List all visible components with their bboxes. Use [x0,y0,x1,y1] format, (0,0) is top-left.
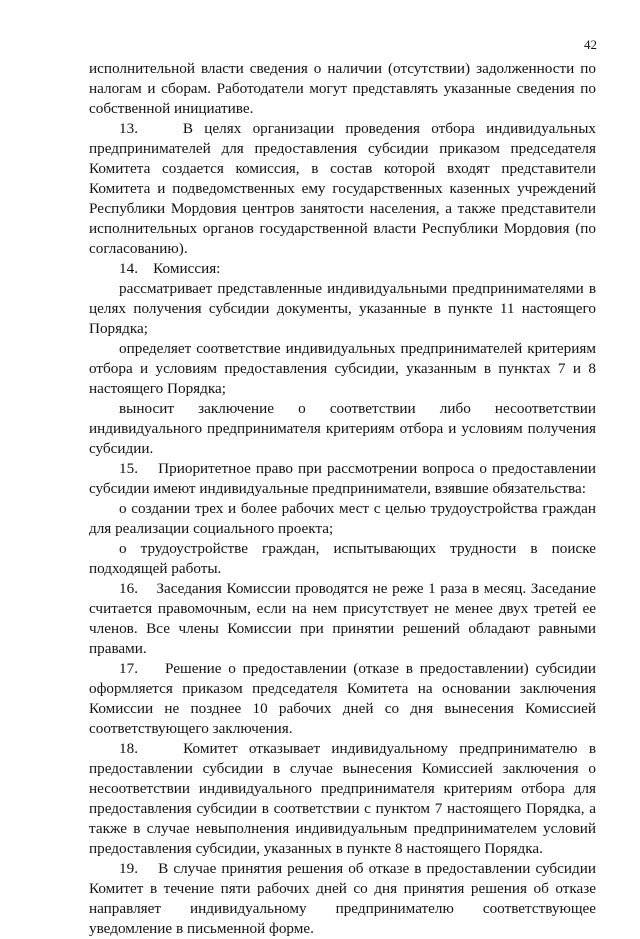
paragraph-14-item-2: определяет соответствие индивидуальных предпринимателей критериям отбора и условиям предоставления субсидии, указанным в пунктах 7 и 8 настоящего Порядка; [89,340,596,397]
paragraph-13: 13. В целях организации проведения отбора индивидуальных предпринимателей для предоставления субсидии приказом председателя Комитета создается комиссия, в состав которой входят представители Комитета и подведомственных ему государственных казенных учреждений Республики Мордовия центров занятости населения, а также представители исполнительных органов государственной власти Республики Мордовия (по согласованию). [89,120,596,257]
paragraph-14: 14. Комиссия: [119,260,221,277]
document-body [89,59,596,939]
paragraph-15-item-2: о трудоустройстве граждан, испытывающих трудности в поиске подходящей работы. [89,540,596,577]
page-number: 42 [584,37,597,52]
paragraph-15: 15. Приоритетное право при рассмотрении вопроса о предоставлении субсидии имеют индивидуальные предприниматели, взявшие обязательства: [89,460,596,497]
paragraph-19: 19. В случае принятия решения об отказе в предоставлении субсидии Комитет в течение пяти рабочих дней со дня принятия решения об отказе направляет индивидуальному предпринимателю соответствующее уведомление в письменной форме. [89,860,596,937]
paragraph-17: 17. Решение о предоставлении (отказе в предоставлении) субсидии оформляется приказом председателя Комитета на основании заключения Комиссии не позднее 10 рабочих дней со дня вынесения Комиссией соответствующего заключения. [89,660,596,737]
paragraph-continuation: исполнительной власти сведения о наличии (отсутствии) задолженности по налогам и сборам. Работодатели могут представлять указанные сведения по собственной инициативе. [89,60,596,117]
paragraph-14-item-3: выносит заключение о соответствии либо несоответствии индивидуального предпринимателя критериям отбора и условиям получения субсидии. [89,400,596,457]
paragraph-14-item-1: рассматривает представленные индивидуальными предпринимателями в целях получения субсидии документы, указанные в пункте 11 настоящего Порядка; [89,280,596,337]
paragraph-18: 18. Комитет отказывает индивидуальному предпринимателю в предоставлении субсидии в случае вынесения Комиссией заключения о несоответствии индивидуального предпринимателя критериям отбора для предоставления субсидии в соответствии с пунктом 7 настоящего Порядка, а также в случае невыполнения индивидуальным предпринимателем условий предоставления субсидии, указанных в пункте 8 настоящего Порядка. [89,740,596,857]
paragraph-16: 16. Заседания Комиссии проводятся не реже 1 раза в месяц. Заседание считается правомочным, если на нем присутствует не менее двух третей ее членов. Все члены Комиссии при принятии решений обладают равными правами. [89,580,596,657]
paragraph-15-item-1: о создании трех и более рабочих мест с целью трудоустройства граждан для реализации социального проекта; [89,500,596,537]
